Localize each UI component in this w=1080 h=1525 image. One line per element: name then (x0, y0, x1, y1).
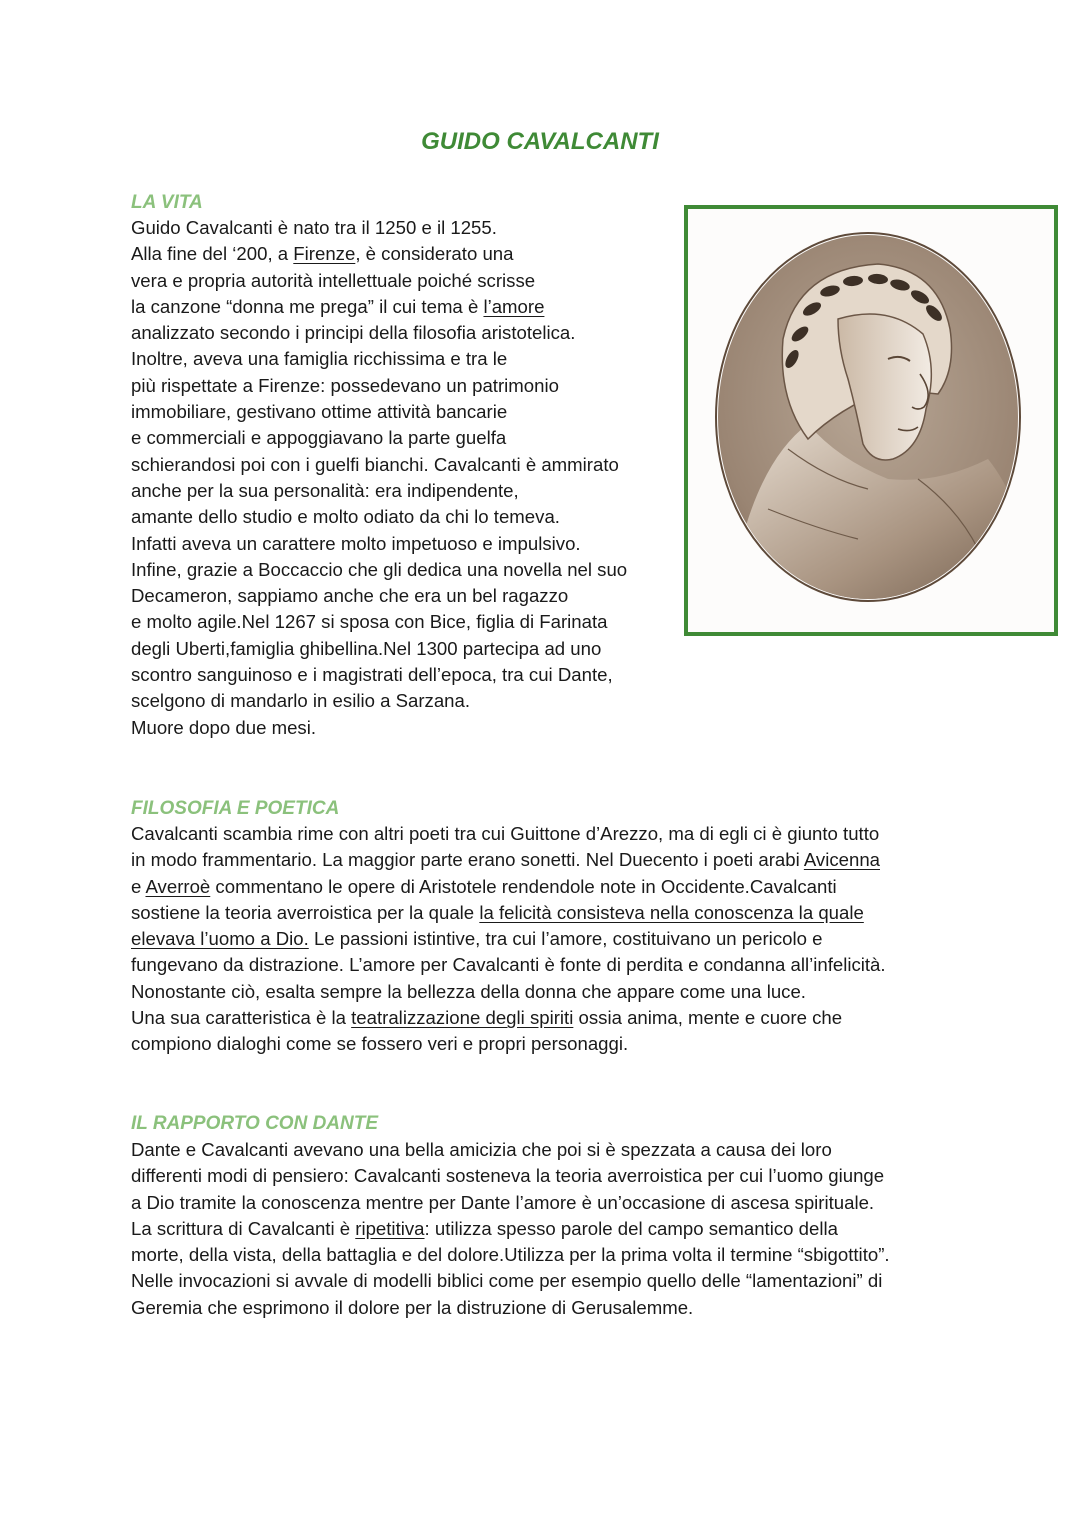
text-line (131, 688, 627, 714)
underlined-text: elevava l’uomo a Dio. (131, 928, 309, 950)
text-segment: morte, della vista, della battaglia e del dolore.Utilizza per la prima volta il termine “sbigottito”. (131, 1244, 890, 1266)
text-segment: in modo frammentario. La maggior parte erano sonetti. Nel Duecento i poeti arabi (131, 849, 804, 871)
text-dante (131, 1137, 890, 1321)
text-line (131, 425, 627, 451)
text-line (131, 1031, 886, 1057)
text-line (131, 1163, 890, 1189)
text-line (131, 609, 627, 635)
text-line (131, 531, 627, 557)
text-segment: ossia anima, mente e cuore che (573, 1007, 843, 1029)
text-line (131, 399, 627, 425)
text-line (131, 215, 627, 241)
text-segment: Una sua caratteristica è la (131, 1007, 352, 1029)
text-segment: Infatti aveva un carattere molto impetuoso e impulsivo. (131, 532, 581, 554)
text-segment: Nonostante ciò, esalta sempre la bellezza della donna che appare come una luce. (131, 980, 806, 1002)
text-line (131, 1295, 890, 1321)
text-segment: amante dello studio e molto odiato da chi lo temeva. (131, 506, 560, 528)
text-segment: degli Uberti,famiglia ghibellina.Nel 1300 partecipa ad uno (131, 637, 602, 659)
text-segment: Inoltre, aveva una famiglia ricchissima e tra le (131, 348, 508, 370)
text-segment: Infine, grazie a Boccaccio che gli dedica una novella nel suo (131, 558, 628, 580)
text-line (131, 1242, 890, 1268)
text-segment: più rispettate a Firenze: possedevano un patrimonio (131, 374, 559, 396)
text-line (131, 874, 886, 900)
text-line (131, 478, 627, 504)
text-line (131, 636, 627, 662)
text-segment: Guido Cavalcanti è nato tra il 1250 e il 1255. (131, 217, 497, 238)
text-line (131, 821, 886, 847)
text-segment: Cavalcanti scambia rime con altri poeti tra cui Guittone d’Arezzo, ma di egli ci è giunto tutto (131, 823, 880, 844)
text-segment: , è considerato una (355, 243, 514, 265)
text-line (131, 926, 886, 952)
text-line (131, 346, 627, 372)
text-line (131, 662, 627, 688)
text-line (131, 241, 627, 267)
text-segment: Alla fine del ‘200, a (131, 243, 294, 265)
underlined-text: ripetitiva (355, 1217, 425, 1239)
text-line (131, 583, 627, 609)
portrait-engraving-image (688, 209, 1054, 632)
portrait-frame (684, 205, 1058, 636)
text-line (131, 1216, 890, 1242)
text-vita (131, 215, 627, 741)
text-segment: e (131, 875, 146, 897)
underlined-text: la felicità consisteva nella conoscenza la quale (479, 901, 864, 923)
text-line (131, 294, 627, 320)
text-segment: Decameron, sappiamo anche che era un bel ragazzo (131, 585, 569, 607)
heading-vita: LA VITA (131, 192, 203, 213)
text-segment: differenti modi di pensiero: Cavalcanti sosteneva la teoria averroistica per cui l’uomo giunge (131, 1165, 885, 1187)
text-line (131, 847, 886, 873)
text-line (131, 1268, 890, 1294)
text-segment: sostiene la teoria averroistica per la quale (131, 901, 480, 923)
text-segment: scelgono di mandarlo in esilio a Sarzana. (131, 690, 471, 712)
text-segment: vera e propria autorità intellettuale poiché scrisse (131, 269, 536, 291)
text-line (131, 715, 627, 741)
text-segment: Nelle invocazioni si avvale di modelli biblici come per esempio quello delle “lamentazioni” di (131, 1270, 883, 1292)
page-title: GUIDO CAVALCANTI (421, 128, 659, 155)
text-segment: a Dio tramite la conoscenza mentre per Dante l’amore è un’occasione di ascesa spirituale. (131, 1191, 875, 1213)
text-line (131, 1137, 890, 1163)
text-segment: fungevano da distrazione. L’amore per Cavalcanti è fonte di perdita e condanna all’infelicità. (131, 954, 886, 976)
text-segment: e molto agile.Nel 1267 si sposa con Bice, figlia di Farinata (131, 611, 608, 633)
text-segment: commentano le opere di Aristotele rendendole note in Occidente.Cavalcanti (210, 875, 837, 897)
text-segment: : utilizza spesso parole del campo semantico della (424, 1217, 838, 1239)
heading-filosofia: FILOSOFIA E POETICA (131, 798, 340, 819)
text-line (131, 504, 627, 530)
heading-dante: IL RAPPORTO CON DANTE (131, 1113, 379, 1134)
text-segment: Le passioni istintive, tra cui l’amore, costituivano un pericolo e (308, 928, 823, 950)
text-segment: analizzato secondo i principi della filosofia aristotelica. (131, 322, 576, 344)
text-segment: scontro sanguinoso e i magistrati dell’epoca, tra cui Dante, (131, 664, 613, 686)
text-line (131, 268, 627, 294)
underlined-text: Firenze (293, 243, 356, 265)
text-segment: Dante e Cavalcanti avevano una bella amicizia che poi si è spezzata a causa dei loro (131, 1139, 832, 1160)
text-line (131, 320, 627, 346)
text-line (131, 952, 886, 978)
text-segment: schierandosi poi con i guelfi bianchi. Cavalcanti è ammirato (131, 453, 619, 475)
text-segment: La scrittura di Cavalcanti è (131, 1217, 356, 1239)
text-segment: immobiliare, gestivano ottime attività bancarie (131, 401, 508, 423)
text-line (131, 452, 627, 478)
underlined-text: l’amore (483, 295, 545, 317)
text-line (131, 557, 627, 583)
text-line (131, 979, 886, 1005)
underlined-text: Averroè (145, 875, 211, 897)
text-segment: Geremia che esprimono il dolore per la distruzione di Gerusalemme. (131, 1296, 694, 1318)
text-line (131, 900, 886, 926)
text-segment: la canzone “donna me prega” il cui tema è (131, 295, 484, 317)
text-segment: compiono dialoghi come se fossero veri e propri personaggi. (131, 1033, 629, 1055)
text-segment: e commerciali e appoggiavano la parte guelfa (131, 427, 507, 449)
text-segment: anche per la sua personalità: era indipendente, (131, 479, 519, 501)
text-line (131, 1190, 890, 1216)
text-line (131, 1005, 886, 1031)
underlined-text: teatralizzazione degli spiriti (351, 1007, 574, 1029)
underlined-text: Avicenna (803, 849, 880, 871)
text-segment: Muore dopo due mesi. (131, 716, 317, 738)
text-line (131, 373, 627, 399)
text-filosofia (131, 821, 886, 1058)
